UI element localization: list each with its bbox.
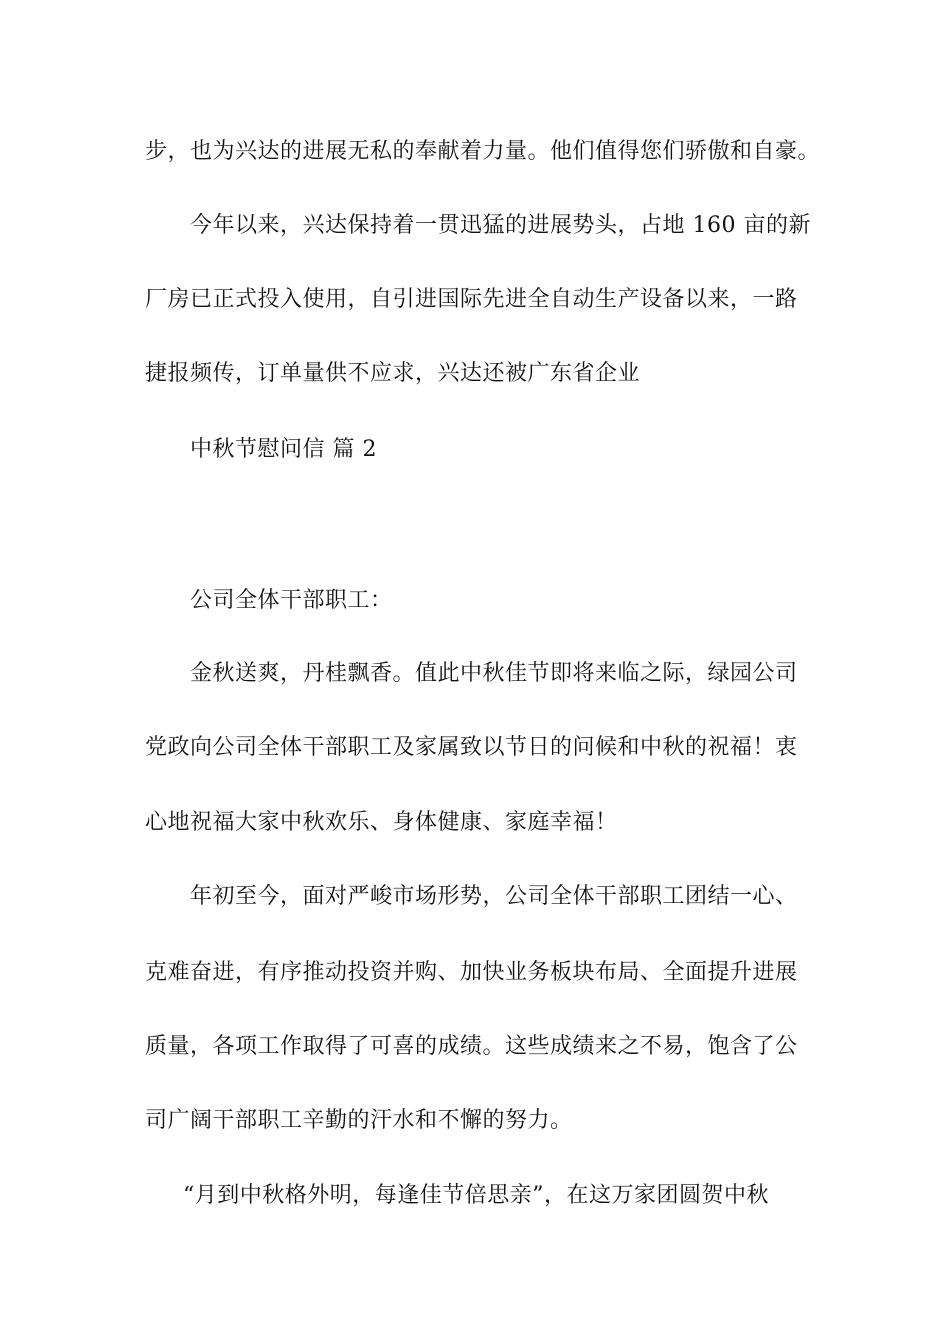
paragraph-line: “月到中秋格外明，每逢佳节倍思亲”，在这万家团圆贺中秋 xyxy=(183,1183,769,1208)
salutation: 公司全体干部职工： xyxy=(190,588,393,613)
paragraph-line: 金秋送爽，丹桂飘香。值此中秋佳节即将来临之际，绿园公司 xyxy=(190,661,798,686)
paragraph-line: 步，也为兴达的进展无私的奉献着力量。他们值得您们骄傲和自豪。 xyxy=(145,139,821,164)
paragraph-line: 党政向公司全体干部职工及家属致以节日的问候和中秋的祝福！衷 xyxy=(145,735,798,760)
paragraph-line: 质量，各项工作取得了可喜的成绩。这些成绩来之不易，饱含了公 xyxy=(145,1034,798,1059)
paragraph-line: 心地祝福大家中秋欢乐、身体健康、家庭幸福！ xyxy=(145,810,618,835)
paragraph-line: 司广阔干部职工辛勤的汗水和不懈的努力。 xyxy=(145,1108,573,1133)
paragraph-line: 年初至今，面对严峻市场形势，公司全体干部职工团结一心、 xyxy=(190,884,798,909)
paragraph-line: 捷报频传，订单量供不应求，兴达还被广东省企业 xyxy=(145,361,641,386)
paragraph-line: 今年以来，兴达保持着一贯迅猛的进展势头，占地 160 亩的新 xyxy=(190,213,811,238)
paragraph-line: 厂房已正式投入使用，自引进国际先进全自动生产设备以来，一路 xyxy=(145,287,798,312)
section-heading: 中秋节慰问信 篇 2 xyxy=(190,437,377,462)
paragraph-line: 克难奋进，有序推动投资并购、加快业务板块布局、全面提升进展 xyxy=(145,960,798,985)
